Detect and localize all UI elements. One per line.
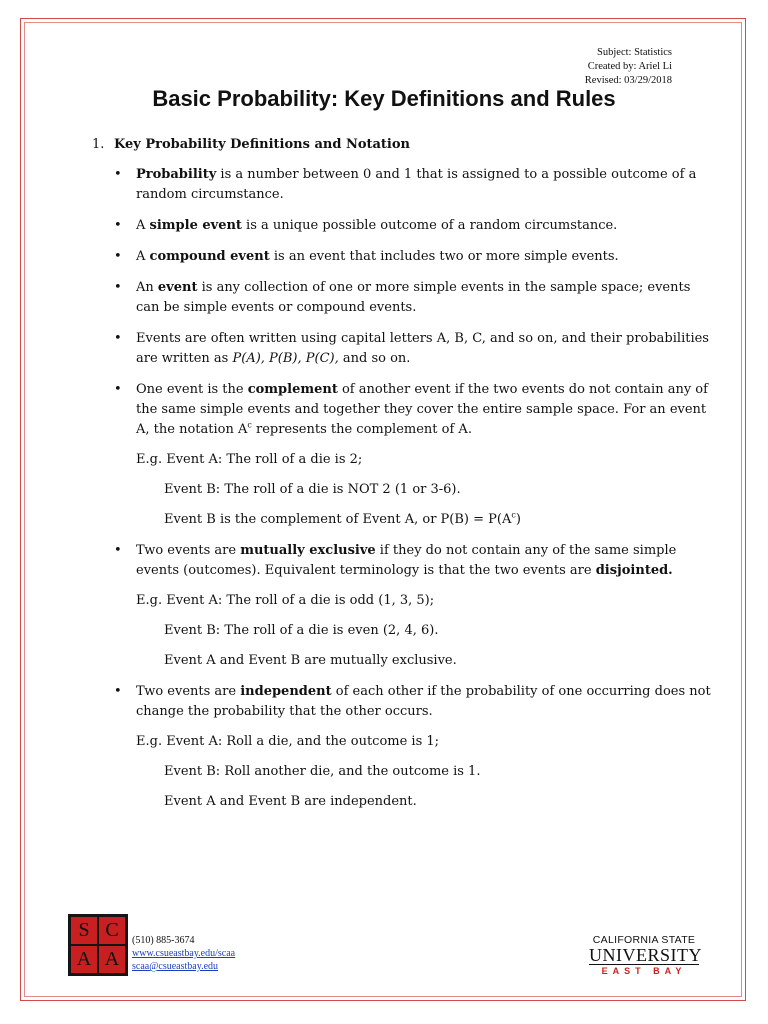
definition-text: is an event that includes two or more simple events. — [269, 249, 619, 264]
definition-text: A — [136, 218, 150, 233]
term: Probability — [136, 167, 217, 182]
example-line: Event B: The roll of a die is even (2, 4, 6). — [164, 623, 439, 638]
notation: P(A), P(B), P(C), — [232, 351, 339, 366]
term: mutually exclusive — [240, 543, 376, 558]
phone-number: (510) 885-3674 — [132, 935, 195, 946]
definition-text: Events are often written using capital letters A, B, C, and so on, and their probabilities are written as — [136, 331, 709, 366]
term: simple event — [149, 218, 242, 233]
definition-text: Two events are — [136, 543, 241, 558]
definition-text: of another event if the two events do not contain any of the same simple events and together they cover the entire sample space. For an event A, the notation A — [136, 382, 708, 437]
definition-text: and so on. — [338, 351, 411, 366]
example-line: E.g. Event A: The roll of a die is odd (1, 3, 5); — [136, 593, 435, 608]
scaa-logo — [68, 914, 128, 976]
example-line: Event B: Roll another die, and the outcome is 1. — [164, 764, 481, 779]
example-text: ) — [515, 512, 521, 527]
superscript: c — [511, 510, 516, 520]
website-link[interactable]: www.csueastbay.edu/scaa — [132, 948, 236, 959]
bullet-icon: • — [114, 218, 122, 233]
revised-line: Revised: 03/29/2018 — [584, 75, 672, 86]
csu-east-bay-logo — [589, 934, 702, 976]
bullet-icon: • — [114, 684, 122, 699]
bullet-icon: • — [114, 382, 122, 397]
definition-text: is a unique possible outcome of a random circumstance. — [241, 218, 618, 233]
example-line: Event A and Event B are mutually exclusive. — [164, 653, 457, 668]
csu-logo-line: UNIVERSITY — [589, 945, 702, 965]
definition-list — [92, 165, 712, 812]
list-item — [92, 380, 712, 440]
definition-text: is a number between 0 and 1 that is assigned to a possible outcome of a random circumstance. — [136, 167, 697, 202]
bullet-icon: • — [114, 543, 122, 558]
csu-logo-line: CALIFORNIA STATE — [592, 934, 696, 946]
example-text: Event B is the complement of Event A, or P(B) = P(A — [164, 512, 512, 527]
bullet-icon: • — [114, 280, 122, 295]
list-item — [92, 216, 712, 236]
term: compound event — [149, 249, 270, 264]
superscript: c — [247, 420, 252, 430]
list-item — [92, 541, 712, 581]
definition-text: One event is the — [136, 382, 248, 397]
example-line: Event A and Event B are independent. — [164, 794, 417, 809]
author-line: Created by: Ariel Li — [587, 61, 672, 72]
definition-text: if they do not contain any of the same simple events (outcomes). Equivalent terminology is that the two events are — [136, 543, 677, 578]
contact-info — [132, 934, 235, 973]
email-link[interactable]: scaa@csueastbay.edu — [132, 961, 219, 972]
example-line: E.g. Event A: Roll a die, and the outcome is 1; — [136, 734, 440, 749]
logo-letter: C — [99, 917, 125, 944]
term: event — [157, 280, 198, 295]
definition-text: An — [136, 280, 158, 295]
definition-text: of each other if the probability of one occurring does not change the probability that the other occurs. — [136, 684, 711, 719]
csu-logo-line: EAST BAY — [601, 966, 687, 976]
list-item — [92, 682, 712, 722]
section-heading — [92, 135, 712, 155]
example-line: E.g. Event A: The roll of a die is 2; — [136, 452, 363, 467]
main-content — [92, 135, 712, 823]
logo-letter: S — [71, 917, 97, 944]
list-item — [92, 278, 712, 318]
logo-letter: A — [99, 946, 125, 973]
list-item — [92, 247, 712, 267]
definition-text: is any collection of one or more simple events in the sample space; events can be simple events or compound events. — [136, 280, 691, 315]
logo-letter: A — [71, 946, 97, 973]
term: disjointed. — [595, 563, 673, 578]
document-meta — [585, 46, 672, 88]
bullet-icon: • — [114, 249, 122, 264]
section-title: Key Probability Definitions and Notation — [114, 137, 410, 152]
footer — [68, 914, 704, 982]
list-item — [92, 329, 712, 369]
page-title: Basic Probability: Key Definitions and Rules — [152, 86, 616, 111]
example-line — [92, 510, 712, 530]
subject-line: Subject: Statistics — [597, 47, 672, 58]
definition-text: represents the complement of A. — [251, 422, 472, 437]
bullet-icon: • — [114, 331, 122, 346]
definition-text: Two events are — [136, 684, 241, 699]
term: independent — [240, 684, 332, 699]
definition-text: A — [136, 249, 150, 264]
section-number: 1. — [92, 137, 105, 152]
bullet-icon: • — [114, 167, 122, 182]
term: complement — [247, 382, 338, 397]
list-item — [92, 165, 712, 205]
example-line: Event B: The roll of a die is NOT 2 (1 or 3-6). — [164, 482, 461, 497]
